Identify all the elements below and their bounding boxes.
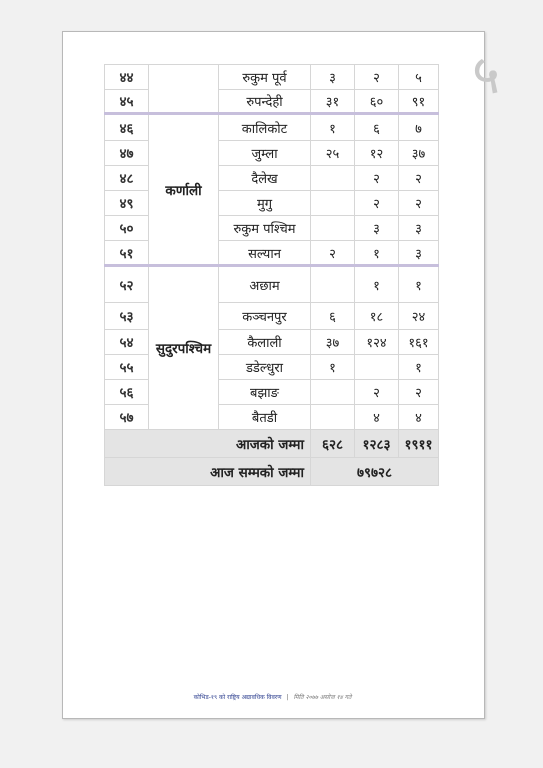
- cases-col-1: [311, 166, 355, 191]
- cases-col-3: ५: [399, 65, 439, 90]
- cases-col-2: २: [355, 65, 399, 90]
- district-name: कालिकोट: [219, 114, 311, 141]
- cases-col-1: १: [311, 114, 355, 141]
- serial-number: ४५: [105, 90, 149, 114]
- serial-number: ५४: [105, 330, 149, 355]
- cases-col-1: २: [311, 241, 355, 266]
- cases-col-3: २४: [399, 303, 439, 330]
- table-row: [105, 266, 439, 303]
- district-name: कञ्चनपुर: [219, 303, 311, 330]
- district-name: दैलेख: [219, 166, 311, 191]
- cases-col-2: ६०: [355, 90, 399, 114]
- serial-number: ५६: [105, 380, 149, 405]
- footer-separator: |: [286, 694, 289, 701]
- cases-col-1: ३: [311, 65, 355, 90]
- district-name: जुम्ला: [219, 141, 311, 166]
- district-name: रुकुम पूर्व: [219, 65, 311, 90]
- serial-number: ४८: [105, 166, 149, 191]
- cases-col-1: [311, 216, 355, 241]
- cases-col-3: १: [399, 266, 439, 303]
- cases-col-1: १: [311, 355, 355, 380]
- serial-number: ५५: [105, 355, 149, 380]
- page-footer: [62, 693, 483, 701]
- province-name: कर्णाली: [149, 114, 219, 266]
- cases-col-1: ६: [311, 303, 355, 330]
- footer-date: मिति २०७७ असोज १४ गते: [293, 694, 352, 701]
- serial-number: ४९: [105, 191, 149, 216]
- district-cases-table: [104, 64, 439, 486]
- cases-col-1: [311, 380, 355, 405]
- cases-col-2: २: [355, 380, 399, 405]
- footer-title: कोभिड-१९ को राष्ट्रिय अद्यावधिक विवरण: [193, 694, 282, 701]
- cases-col-2: २: [355, 191, 399, 216]
- cases-col-3: ७: [399, 114, 439, 141]
- cumulative-total-row: [105, 458, 439, 486]
- table-row: [105, 114, 439, 141]
- district-name: सल्यान: [219, 241, 311, 266]
- district-name: बझाङ: [219, 380, 311, 405]
- serial-number: ४४: [105, 65, 149, 90]
- today-total-label: आजको जम्मा: [105, 430, 311, 458]
- today-total-col-1: ६२८: [311, 430, 355, 458]
- district-name: रुकुम पश्चिम: [219, 216, 311, 241]
- table-row: [105, 65, 439, 90]
- cases-col-3: २: [399, 166, 439, 191]
- cases-col-2: १: [355, 241, 399, 266]
- serial-number: ५३: [105, 303, 149, 330]
- cases-col-3: ३: [399, 216, 439, 241]
- cases-col-1: [311, 405, 355, 430]
- cases-col-2: १२: [355, 141, 399, 166]
- cases-col-2: [355, 355, 399, 380]
- cases-col-3: ९१: [399, 90, 439, 114]
- cases-col-1: ३१: [311, 90, 355, 114]
- cumulative-total-value: ७९७२८: [311, 458, 439, 486]
- cases-col-1: [311, 191, 355, 216]
- cases-col-2: ४: [355, 405, 399, 430]
- cases-col-2: २: [355, 166, 399, 191]
- today-total-row: [105, 430, 439, 458]
- district-name: रुपन्देही: [219, 90, 311, 114]
- district-name: कैलाली: [219, 330, 311, 355]
- cases-col-2: ३: [355, 216, 399, 241]
- serial-number: ५०: [105, 216, 149, 241]
- cumulative-total-label: आज सम्मको जम्मा: [105, 458, 311, 486]
- cases-col-2: १८: [355, 303, 399, 330]
- serial-number: ५२: [105, 266, 149, 303]
- cases-col-2: १२४: [355, 330, 399, 355]
- cases-col-1: [311, 266, 355, 303]
- today-total-col-3: १९११: [399, 430, 439, 458]
- province-name: सुदुरपश्चिम: [149, 266, 219, 430]
- cases-col-3: १६१: [399, 330, 439, 355]
- page-number: ५: [472, 43, 501, 106]
- district-name: अछाम: [219, 266, 311, 303]
- serial-number: ५७: [105, 405, 149, 430]
- serial-number: ५१: [105, 241, 149, 266]
- today-total-col-2: १२८३: [355, 430, 399, 458]
- cases-col-2: १: [355, 266, 399, 303]
- cases-col-1: ३७: [311, 330, 355, 355]
- cases-col-3: १: [399, 355, 439, 380]
- cases-col-3: ४: [399, 405, 439, 430]
- cases-col-2: ६: [355, 114, 399, 141]
- province-cell: [149, 65, 219, 114]
- cases-col-3: ३७: [399, 141, 439, 166]
- cases-col-1: २५: [311, 141, 355, 166]
- district-name: बैतडी: [219, 405, 311, 430]
- cases-col-3: २: [399, 191, 439, 216]
- cases-col-3: ३: [399, 241, 439, 266]
- district-name: डडेल्धुरा: [219, 355, 311, 380]
- district-name: मुगु: [219, 191, 311, 216]
- cases-col-3: २: [399, 380, 439, 405]
- serial-number: ४७: [105, 141, 149, 166]
- serial-number: ४६: [105, 114, 149, 141]
